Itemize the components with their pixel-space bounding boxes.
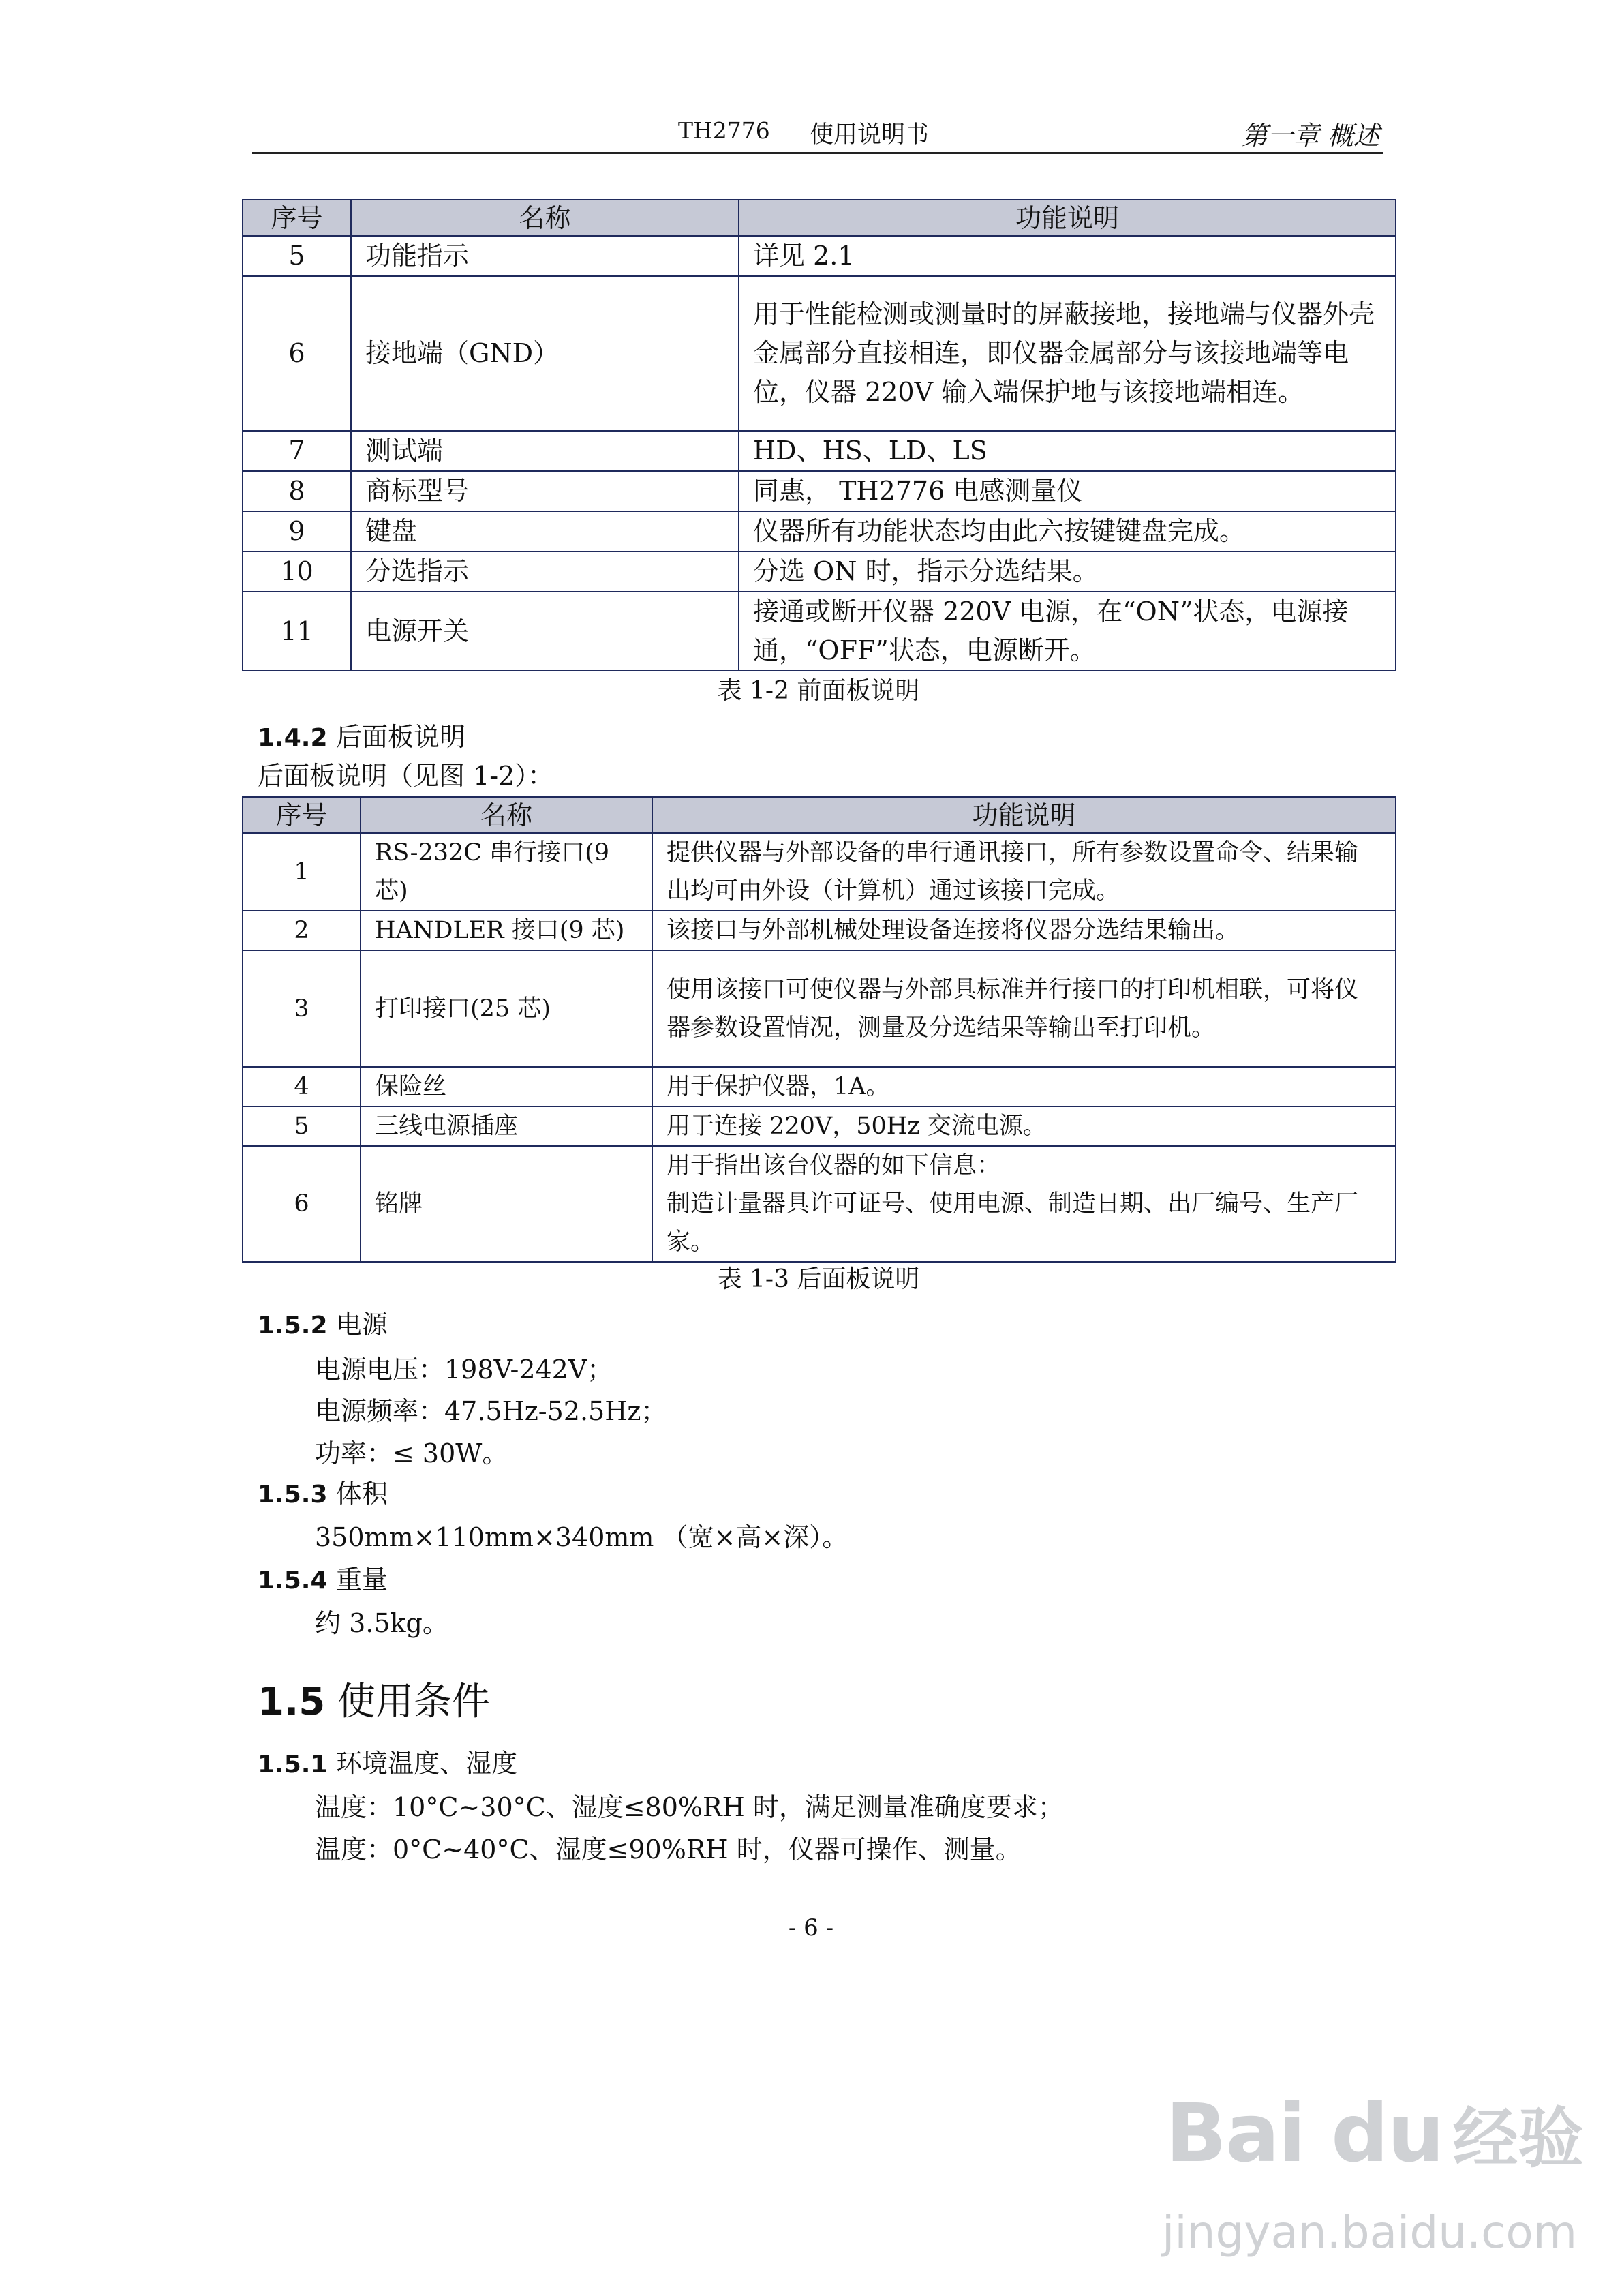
- cell-name: 电源开关: [351, 592, 739, 671]
- header-model: TH2776: [678, 117, 770, 144]
- header-rule: [252, 152, 1383, 154]
- dimensions: 350mm×110mm×340mm （宽×高×深）。: [315, 1522, 848, 1552]
- power-consumption: 功率：≤ 30W。: [315, 1438, 508, 1468]
- cell-name: 打印接口(25 芯): [361, 950, 652, 1067]
- col-header-desc: 功能说明: [739, 200, 1396, 236]
- table1-caption: 表 1-2 前面板说明: [717, 677, 920, 705]
- section-title: 环境温度、湿度: [336, 1749, 518, 1779]
- cell-no: 5: [243, 1106, 361, 1146]
- section-1-5-2-heading: [258, 1303, 388, 1341]
- cell-no: 6: [243, 276, 351, 431]
- table2-caption: 表 1-3 后面板说明: [717, 1265, 920, 1293]
- section-number: 1.5: [258, 1680, 326, 1724]
- cell-desc: 该接口与外部机械处理设备连接将仪器分选结果输出。: [652, 911, 1396, 950]
- table-row: [243, 911, 1396, 950]
- cell-no: 5: [243, 236, 351, 276]
- section-title: 体积: [336, 1479, 388, 1509]
- table-header-row: [243, 797, 1396, 833]
- table-header-row: [243, 200, 1396, 236]
- cell-no: 1: [243, 833, 361, 911]
- env-condition-2: 温度：0°C~40°C、湿度≤90%RH 时，仪器可操作、测量。: [315, 1834, 1022, 1864]
- col-header-desc: 功能说明: [652, 797, 1396, 833]
- cell-name: 铭牌: [361, 1146, 652, 1262]
- cell-desc: 同惠， TH2776 电感测量仪: [739, 471, 1396, 511]
- env-condition-1: 温度：10°C~30°C、湿度≤80%RH 时，满足测量准确度要求；: [315, 1792, 1064, 1822]
- cell-name: 分选指示: [351, 552, 739, 592]
- desc-line: 制造计量器具许可证号、使用电源、制造日期、出厂编号、生产厂家。: [667, 1190, 1359, 1256]
- section-1-5-heading: [258, 1672, 490, 1726]
- rear-panel-table: [242, 796, 1396, 1263]
- section-number: 1.5.1: [258, 1751, 328, 1779]
- cell-no: 4: [243, 1067, 361, 1106]
- cell-name: 商标型号: [351, 471, 739, 511]
- section-1-5-1-heading: [258, 1742, 517, 1780]
- cell-desc: HD、HS、LD、LS: [739, 431, 1396, 471]
- header-chapter: 第一章 概述: [1241, 121, 1379, 151]
- section-1-5-4-heading: [258, 1558, 388, 1596]
- watermark-label: 经验: [1452, 2100, 1584, 2177]
- section-title: 使用条件: [337, 1680, 491, 1724]
- cell-no: 7: [243, 431, 351, 471]
- power-frequency: 电源频率：47.5Hz-52.5Hz；: [315, 1396, 667, 1426]
- cell-name: 三线电源插座: [361, 1106, 652, 1146]
- section-number: 1.4.2: [258, 724, 328, 752]
- table-row: [243, 471, 1396, 511]
- watermark-logo: Bai du: [1165, 2086, 1443, 2180]
- col-header-no: 序号: [243, 200, 351, 236]
- cell-desc: 仪器所有功能状态均由此六按键键盘完成。: [739, 511, 1396, 552]
- cell-desc: [652, 1146, 1396, 1262]
- section-title: 后面板说明: [336, 722, 466, 752]
- cell-name: HANDLER 接口(9 芯): [361, 911, 652, 950]
- table-row: [243, 276, 1396, 431]
- cell-name: 键盘: [351, 511, 739, 552]
- desc-line: 用于指出该台仪器的如下信息：: [667, 1152, 1001, 1179]
- cell-no: 8: [243, 471, 351, 511]
- section-number: 1.5.4: [258, 1567, 328, 1595]
- watermark-url: jingyan.baidu.com: [1162, 2206, 1578, 2259]
- table-row: [243, 431, 1396, 471]
- rear-panel-intro: 后面板说明（见图 1-2）：: [258, 761, 554, 791]
- section-title: 重量: [336, 1565, 388, 1595]
- col-header-no: 序号: [243, 797, 361, 833]
- cell-name: 保险丝: [361, 1067, 652, 1106]
- weight: 约 3.5kg。: [315, 1608, 448, 1638]
- front-panel-table: [242, 199, 1396, 671]
- cell-name: RS-232C 串行接口(9芯): [361, 833, 652, 911]
- table-row: [243, 1067, 1396, 1106]
- cell-name: 功能指示: [351, 236, 739, 276]
- section-number: 1.5.3: [258, 1481, 328, 1509]
- cell-no: 11: [243, 592, 351, 671]
- section-1-4-2-heading: [258, 716, 465, 753]
- col-header-name: 名称: [351, 200, 739, 236]
- cell-desc: 用于连接 220V，50Hz 交流电源。: [652, 1106, 1396, 1146]
- cell-desc: 接通或断开仪器 220V 电源，在“ON”状态，电源接通，“OFF”状态，电源断开。: [739, 592, 1396, 671]
- cell-name: 测试端: [351, 431, 739, 471]
- cell-no: 2: [243, 911, 361, 950]
- page-number: - 6 -: [788, 1914, 834, 1942]
- table-row: [243, 950, 1396, 1067]
- header-title: 使用说明书: [810, 121, 930, 149]
- table-row: [243, 833, 1396, 911]
- table-row: [243, 592, 1396, 671]
- table-row: [243, 1146, 1396, 1262]
- cell-desc: 用于保护仪器，1A。: [652, 1067, 1396, 1106]
- cell-desc: 分选 ON 时，指示分选结果。: [739, 552, 1396, 592]
- table-row: [243, 1106, 1396, 1146]
- table-row: [243, 511, 1396, 552]
- section-number: 1.5.2: [258, 1312, 328, 1340]
- cell-no: 10: [243, 552, 351, 592]
- cell-desc: 详见 2.1: [739, 236, 1396, 276]
- cell-no: 6: [243, 1146, 361, 1262]
- table-row: [243, 236, 1396, 276]
- cell-desc: 使用该接口可使仪器与外部具标准并行接口的打印机相联，可将仪器参数设置情况，测量及分选结果等输出至打印机。: [652, 950, 1396, 1067]
- baidu-watermark: [1165, 2086, 1584, 2180]
- cell-desc: 提供仪器与外部设备的串行通讯接口，所有参数设置命令、结果输出均可由外设（计算机）通过该接口完成。: [652, 833, 1396, 911]
- section-1-5-3-heading: [258, 1472, 388, 1510]
- section-title: 电源: [336, 1310, 388, 1340]
- table-row: [243, 552, 1396, 592]
- cell-desc: 用于性能检测或测量时的屏蔽接地，接地端与仪器外壳金属部分直接相连，即仪器金属部分与该接地端等电位，仪器 220V 输入端保护地与该接地端相连。: [739, 276, 1396, 431]
- cell-name: 接地端（GND）: [351, 276, 739, 431]
- power-voltage: 电源电压：198V-242V；: [315, 1355, 613, 1385]
- cell-no: 3: [243, 950, 361, 1067]
- cell-no: 9: [243, 511, 351, 552]
- col-header-name: 名称: [361, 797, 652, 833]
